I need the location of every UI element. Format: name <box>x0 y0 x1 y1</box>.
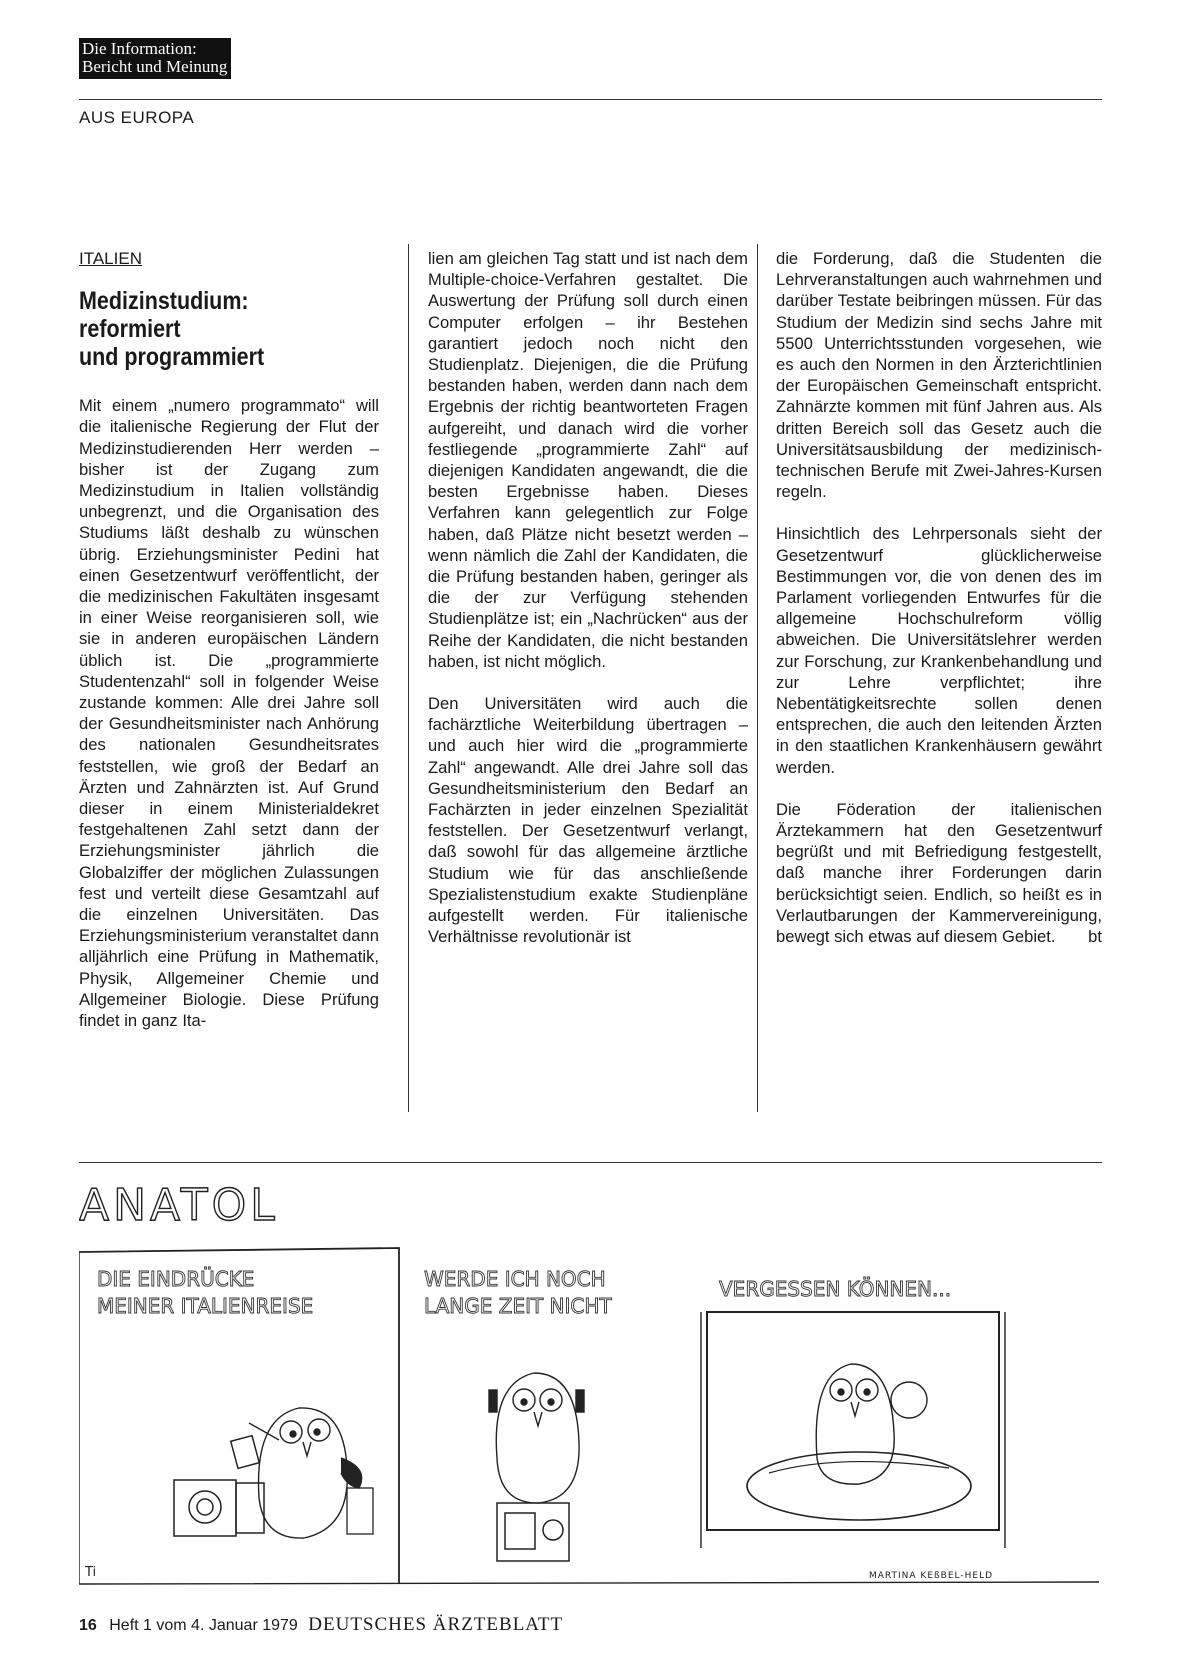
comic-corner-mark: Ti <box>85 1565 97 1580</box>
owl-character <box>489 1373 584 1503</box>
body-paragraph: die Forderung, daß die Studenten die Lehrveranstaltungen auch wahrnehmen und darüber Testate beibringen müssen. Für das Studium der Medizin sind sechs Jahre mit 5500 Unterrichtsstunden vorgesehen, wie es auch den Normen in den Ärzterichtlinien der Europäischen Gemeinschaft entspricht. Zahnärzte kommen mit fünf Jahren aus. Als dritten Bereich soll das Gesetz auch die Universitätsausbildung der medizinisch-technischen Berufe mit Zwei-Jahres-Kursen regeln. <box>776 249 1102 502</box>
masthead <box>79 38 231 79</box>
owl-character <box>249 1408 362 1538</box>
page-footer <box>79 1614 563 1636</box>
article-column-1 <box>79 248 379 1052</box>
body-paragraph: Den Universitäten wird auch die fachärztliche Weiterbildung übertragen – und auch hier wird die „programmierte Zahl“ angewandt. Alle drei Jahre soll das Gesundheitsministerium den Bedarf an Fachärzten in jeder einzelnen Spezialität feststellen. Der Gesetzentwurf verlangt, daß sowohl für das allgemeine ärztliche Studium wie für das anschließende Spezialistenstudium exakte Studienpläne aufgestellt werden. Für italienische Verhältnisse revolutionär ist <box>428 694 748 947</box>
panel-1-caption-2: MEINER ITALIENREISE <box>97 1294 314 1318</box>
slide-box-icon <box>347 1488 373 1534</box>
body-paragraph: lien am gleichen Tag statt und ist nach dem Multiple-choice-Verfahren gestaltet. Die Auswertung der Prüfung soll durch einen Computer erfolgen – ihr Bestehen garantiert jedoch noch nicht den Studienplatz. Diejenigen, die die Prüfung bestanden haben, werden dann nach dem Ergebnis der richtig beantworteten Fragen aufgereiht, und danach wird die vorher festliegende „programmierte Zahl“ auf diejenigen Kandidaten angewandt, die die besten Ergebnisse haben. Dieses Verfahren kann gelegentlich zur Folge haben, daß Plätze nicht besetzt werden – wenn nämlich die Zahl der Kandidaten, die die Prüfung bestanden haben, geringer als die der zur Verfügung stehenden Studienplätze ist; ein „Nachrücken“ aus der Reihe der Kandidaten, die nicht bestanden haben, ist nicht möglich. <box>428 249 748 671</box>
top-rule <box>79 99 1102 100</box>
section-label: AUS EUROPA <box>79 108 195 127</box>
comic-rule <box>79 1162 1102 1163</box>
lemon-slice-icon <box>891 1382 927 1418</box>
comic-title: ANATOL <box>79 1180 279 1231</box>
body-paragraph: Mit einem „numero programmato“ will die italienische Regierung der Flut der Medizinstudierenden Herr werden – bisher ist der Zugang zum Medizinstudium in Italien vollständig unbegrenzt, und die Organisation des Studiums läßt deshalb zu wünschen übrig. Erziehungsminister Pedini hat einen Gesetzentwurf veröffentlicht, der die medizinischen Fakultäten insgesamt in einer Weise reorganisieren soll, wie sie in anderen europäischen Ländern üblich ist. Die „programmierte Studentenzahl“ soll in folgender Weise zustande kommen: Alle drei Jahre soll der Gesundheitsminister nach Anhörung des nationalen Gesundheitsrates feststellen, wie groß der Bedarf an Ärzten und Zahnärzten ist. Auf Grund dieser in einem Ministerialdekret festgehaltenen Zahl setzt dann der Erziehungsminister jährlich die Globalziffer der möglichen Zulassungen fest und verteilt diese Gesamtzahl auf die einzelnen Universitäten. Das Erziehungsministerium veranstaltet dann alljährlich eine Prüfung in Mathematik, Physik, Allgemeiner Chemie und Allgemeiner Biologie. Diese Prüfung findet in ganz Ita- <box>79 396 379 1031</box>
body-paragraph: Hinsichtlich des Lehrpersonals sieht der Gesetzentwurf glücklicherweise Bestimmungen vor, die von denen des im Parlament vorliegenden Entwurfes für die allgemeine Hochschulreform völlig abweichen. Die Universitätslehrer werden zur Forschung, zur Krankenbehandlung und zur Lehre verpflichtet; ihre Nebentätigkeitsrechte sollen denen entsprechen, die auch den leitenden Ärzten in den staatlichen Krankenhäusern gewährt werden. <box>776 524 1102 777</box>
masthead-line-2: Bericht und Meinung <box>82 57 228 76</box>
body-paragraph <box>776 799 1102 947</box>
comic-panel-2 <box>424 1267 612 1561</box>
panel-2-caption-1: WERDE ICH NOCH <box>424 1267 606 1291</box>
comic-strip <box>79 1168 1102 1593</box>
projection-screen <box>707 1312 999 1530</box>
issue-info: Heft 1 vom 4. Januar 1979 <box>109 1617 298 1634</box>
food-platter <box>747 1452 971 1520</box>
article-headline <box>79 287 371 371</box>
projector-icon <box>497 1503 569 1561</box>
headline-line-1: Medizinstudium: <box>79 287 249 316</box>
headline-line-2: reformiert <box>79 315 181 344</box>
article-column-3 <box>776 248 1102 968</box>
page-number: 16 <box>79 1617 97 1634</box>
article-kicker: ITALIEN <box>79 249 142 268</box>
comic-credit: MARTINA KEßBEL-HELD <box>869 1571 994 1581</box>
panel-1-caption-1: DIE EINDRÜCKE <box>97 1267 255 1291</box>
body-paragraph-text: Die Föderation der italienischen Ärztekammern hat den Gesetzentwurf begrüßt und mit Befriedigung festgestellt, daß manche ihrer Forderungen darin berücksichtigt seien. Endlich, so heißt es in Verlautbarungen der Kammervereinigung, bewegt sich etwas auf diesem Gebiet. <box>776 799 1102 947</box>
column-divider <box>757 244 758 1112</box>
projector-icon <box>174 1436 264 1536</box>
headline-line-3: und programmiert <box>79 343 265 372</box>
owl-character <box>816 1364 894 1484</box>
author-signature: bt <box>1088 927 1102 947</box>
magazine-name: DEUTSCHES ÄRZTEBLATT <box>308 1614 564 1635</box>
column-divider <box>408 244 409 1112</box>
comic-drawing <box>79 1168 1102 1593</box>
article-column-2 <box>428 248 748 969</box>
panel-2-caption-2: LANGE ZEIT NICHT <box>424 1294 612 1318</box>
comic-panel-3 <box>701 1277 1005 1581</box>
panel-3-caption: VERGESSEN KÖNNEN... <box>719 1277 952 1301</box>
masthead-line-1: Die Information: <box>82 39 197 58</box>
